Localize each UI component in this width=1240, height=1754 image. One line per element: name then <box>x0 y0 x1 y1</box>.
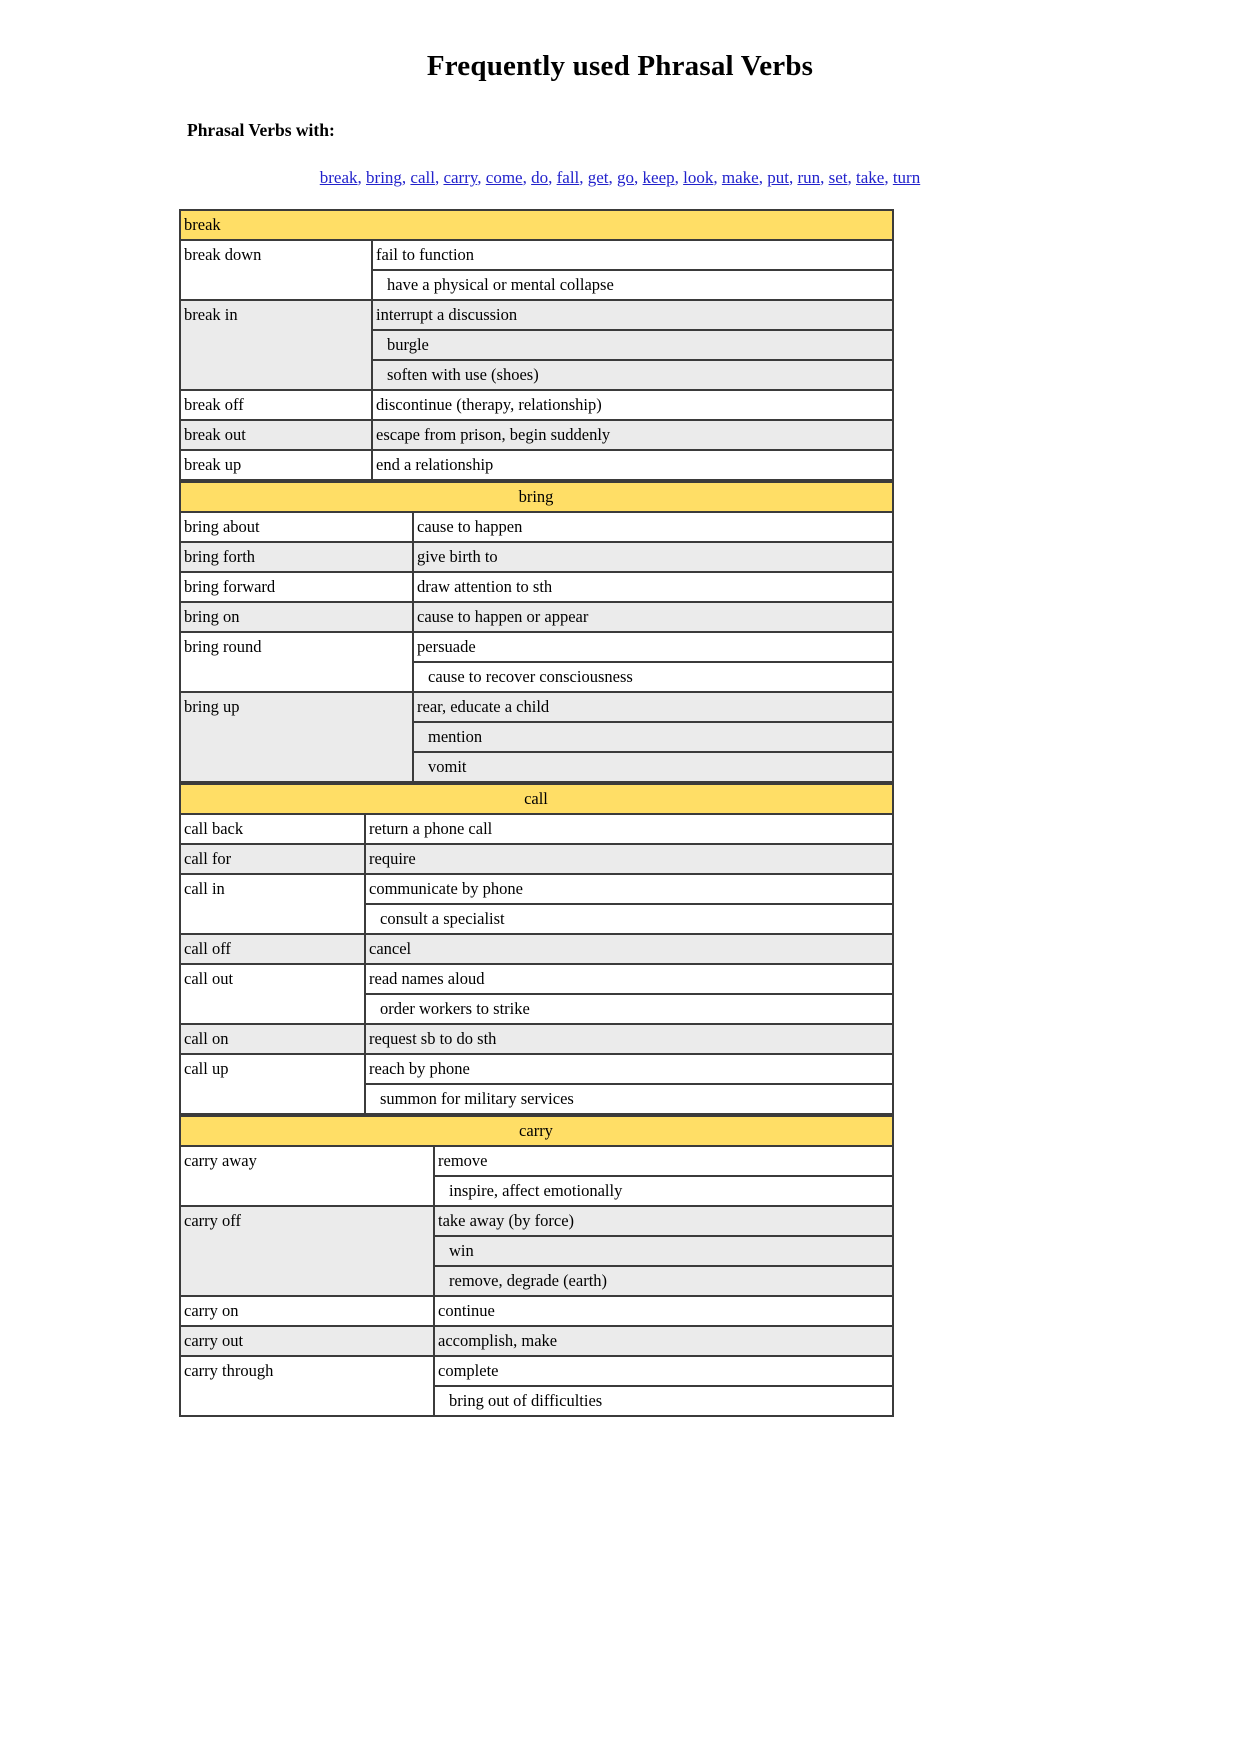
meaning-cell: remove, degrade (earth) <box>434 1266 893 1296</box>
meaning-cell: rear, educate a child <box>413 692 893 722</box>
meaning-cell: give birth to <box>413 542 893 572</box>
verb-cell: bring forth <box>180 542 413 572</box>
meaning-cell: persuade <box>413 632 893 662</box>
meaning-cell: mention <box>413 722 893 752</box>
meaning-cell: cause to happen or appear <box>413 602 893 632</box>
verb-cell: break out <box>180 420 372 450</box>
table-row <box>180 420 893 450</box>
link-separator: , <box>477 168 486 187</box>
table-row <box>180 1024 893 1054</box>
table-row <box>180 390 893 420</box>
table-row <box>180 964 893 994</box>
verb-cell: break off <box>180 390 372 420</box>
meaning-cell: order workers to strike <box>365 994 893 1024</box>
table-row <box>180 512 893 542</box>
table-row <box>180 692 893 722</box>
link-separator: , <box>884 168 893 187</box>
verb-link-do[interactable]: do <box>531 168 549 187</box>
verb-link-carry[interactable]: carry <box>443 168 478 187</box>
phrasal-verbs-table-break <box>179 209 894 481</box>
verb-cell: carry off <box>180 1206 434 1296</box>
verb-cell: bring about <box>180 512 413 542</box>
link-separator: , <box>608 168 618 187</box>
link-separator: , <box>579 168 588 187</box>
link-separator: , <box>674 168 684 187</box>
meaning-cell: interrupt a discussion <box>372 300 893 330</box>
section-header-break: break <box>180 210 893 240</box>
table-row <box>180 632 893 662</box>
verb-cell: break up <box>180 450 372 480</box>
verb-link-turn[interactable]: turn <box>892 168 921 187</box>
section-header-bring: bring <box>180 482 893 512</box>
page-title: Frequently used Phrasal Verbs <box>426 50 814 82</box>
link-separator: , <box>713 168 722 187</box>
link-separator: , <box>847 168 856 187</box>
meaning-cell: remove <box>434 1146 893 1176</box>
verb-link-get[interactable]: get <box>587 168 609 187</box>
meaning-cell: cancel <box>365 934 893 964</box>
table-row <box>180 450 893 480</box>
meaning-cell: have a physical or mental collapse <box>372 270 893 300</box>
meaning-cell: read names aloud <box>365 964 893 994</box>
verb-link-take[interactable]: take <box>856 168 885 187</box>
meaning-cell: continue <box>434 1296 893 1326</box>
section-header-carry: carry <box>180 1116 893 1146</box>
subtitle: Phrasal Verbs with: <box>187 120 335 140</box>
verb-cell: call for <box>180 844 365 874</box>
table-row <box>180 1356 893 1386</box>
table-row <box>180 1206 893 1236</box>
verb-cell: carry through <box>180 1356 434 1416</box>
verb-link-bring[interactable]: bring <box>366 168 402 187</box>
verb-cell: bring forward <box>180 572 413 602</box>
link-separator: , <box>758 168 768 187</box>
meaning-cell: accomplish, make <box>434 1326 893 1356</box>
table-row <box>180 1296 893 1326</box>
meaning-cell: cause to happen <box>413 512 893 542</box>
meaning-cell: soften with use (shoes) <box>372 360 893 390</box>
verb-link-fall[interactable]: fall <box>556 168 580 187</box>
link-separator: , <box>522 168 532 187</box>
verb-link-go[interactable]: go <box>617 168 635 187</box>
verb-link-break[interactable]: break <box>319 168 358 187</box>
meaning-cell: take away (by force) <box>434 1206 893 1236</box>
phrasal-verbs-table-call <box>179 783 894 1115</box>
table-row <box>180 1326 893 1356</box>
meaning-cell: end a relationship <box>372 450 893 480</box>
section-header-call: call <box>180 784 893 814</box>
meaning-cell: vomit <box>413 752 893 782</box>
verb-link-look[interactable]: look <box>683 168 714 187</box>
table-row <box>180 572 893 602</box>
verb-links-row <box>0 168 1240 188</box>
verb-link-keep[interactable]: keep <box>642 168 675 187</box>
verb-cell: call off <box>180 934 365 964</box>
table-row <box>180 240 893 270</box>
verb-link-call[interactable]: call <box>410 168 435 187</box>
verb-cell: break in <box>180 300 372 390</box>
verb-cell: carry away <box>180 1146 434 1206</box>
meaning-cell: summon for military services <box>365 1084 893 1114</box>
verb-link-put[interactable]: put <box>767 168 789 187</box>
verb-cell: call up <box>180 1054 365 1114</box>
meaning-cell: win <box>434 1236 893 1266</box>
meaning-cell: reach by phone <box>365 1054 893 1084</box>
link-separator: , <box>401 168 411 187</box>
meaning-cell: burgle <box>372 330 893 360</box>
table-row <box>180 542 893 572</box>
meaning-cell: return a phone call <box>365 814 893 844</box>
table-row <box>180 934 893 964</box>
link-separator: , <box>820 168 829 187</box>
meaning-cell: bring out of difficulties <box>434 1386 893 1416</box>
meaning-cell: request sb to do sth <box>365 1024 893 1054</box>
verb-cell: bring round <box>180 632 413 692</box>
verb-cell: carry on <box>180 1296 434 1326</box>
meaning-cell: discontinue (therapy, relationship) <box>372 390 893 420</box>
verb-cell: call on <box>180 1024 365 1054</box>
link-separator: , <box>634 168 643 187</box>
verb-cell: call out <box>180 964 365 1024</box>
table-row <box>180 602 893 632</box>
meaning-cell: fail to function <box>372 240 893 270</box>
table-row <box>180 300 893 330</box>
verb-link-come[interactable]: come <box>485 168 523 187</box>
tables-container <box>179 209 894 1417</box>
table-row <box>180 1054 893 1084</box>
meaning-cell: require <box>365 844 893 874</box>
verb-cell: call back <box>180 814 365 844</box>
meaning-cell: cause to recover consciousness <box>413 662 893 692</box>
meaning-cell: draw attention to sth <box>413 572 893 602</box>
phrasal-verbs-table-carry <box>179 1115 894 1417</box>
meaning-cell: complete <box>434 1356 893 1386</box>
verb-cell: bring up <box>180 692 413 782</box>
table-row <box>180 814 893 844</box>
meaning-cell: consult a specialist <box>365 904 893 934</box>
meaning-cell: escape from prison, begin suddenly <box>372 420 893 450</box>
verb-link-make[interactable]: make <box>721 168 759 187</box>
verb-link-set[interactable]: set <box>828 168 848 187</box>
table-row <box>180 874 893 904</box>
phrasal-verbs-table-bring <box>179 481 894 783</box>
verb-cell: call in <box>180 874 365 934</box>
meaning-cell: communicate by phone <box>365 874 893 904</box>
link-separator: , <box>434 168 444 187</box>
link-separator: , <box>788 168 798 187</box>
link-separator: , <box>357 168 367 187</box>
verb-cell: break down <box>180 240 372 300</box>
verb-cell: carry out <box>180 1326 434 1356</box>
link-separator: , <box>548 168 557 187</box>
table-row <box>180 1146 893 1176</box>
meaning-cell: inspire, affect emotionally <box>434 1176 893 1206</box>
verb-cell: bring on <box>180 602 413 632</box>
verb-link-run[interactable]: run <box>797 168 821 187</box>
table-row <box>180 844 893 874</box>
